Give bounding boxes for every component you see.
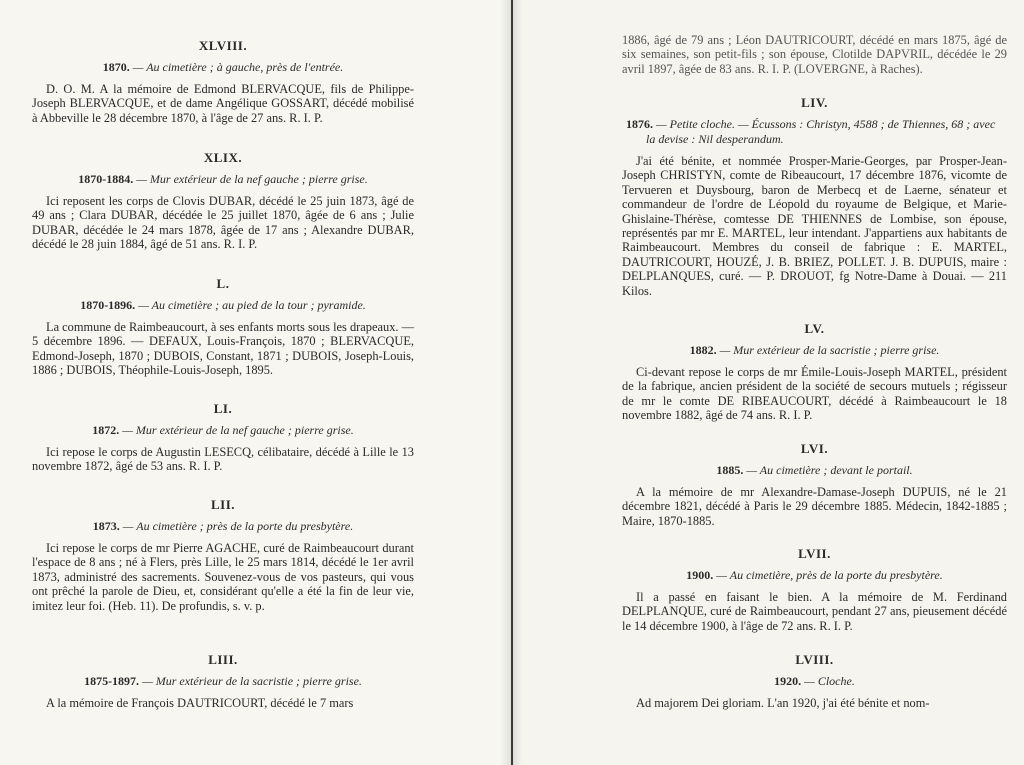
entry-number: LVII. bbox=[798, 546, 831, 561]
entry-lv bbox=[622, 321, 1007, 423]
entry-heading: 1885. — Au cimetière ; devant le portail. bbox=[716, 463, 913, 477]
entry-heading: 1882. — Mur extérieur de la sacristie ; pierre grise. bbox=[689, 343, 940, 357]
right-page bbox=[512, 0, 1024, 765]
entry-number: LI. bbox=[213, 401, 233, 416]
entry-heading: 1870-1884. — Mur extérieur de la nef gauche ; pierre grise. bbox=[78, 172, 368, 186]
entry-text: Ici repose le corps de Augustin LESECQ, célibataire, décédé à Lille le 13 novembre 1872, âgé de 53 ans. R. I. P. bbox=[32, 445, 414, 474]
entry-heading: 1900. — Au cimetière, près de la porte du presbytère. bbox=[686, 568, 943, 582]
continuation-text: 1886, âgé de 79 ans ; Léon DAUTRICOURT, décédé en mars 1875, âgé de six semaines, son petit-fils ; son épouse, Clotilde DAPVRIL, décédée le 29 avril 1897, âgée de 83 ans. R. I. P. (LOVERGNE, à Raches). bbox=[622, 33, 1007, 76]
entry-li bbox=[32, 401, 414, 474]
entry-lvi bbox=[622, 441, 1007, 528]
entry-text: D. O. M. A la mémoire de Edmond BLERVACQUE, fils de Philippe-Joseph BLERVACQUE, et de dame Angélique GOSSART, décédé mobilisé à Abbeville le 28 décembre 1870, à l'âge de 27 ans. R. I. P. bbox=[32, 82, 414, 125]
entry-heading: 1870. — Au cimetière ; à gauche, près de l'entrée. bbox=[102, 60, 344, 74]
entry-text: La commune de Raimbeaucourt, à ses enfants morts sous les drapeaux. — 5 décembre 1896. — DEFAUX, Louis-François, 1870 ; BLERVACQUE, Edmond-Joseph, 1870 ; DUBOIS, Constant, 1871 ; DUBOIS, Joseph-Louis, 1886 ; DUBOIS, Théophile-Louis-Joseph, 1895. bbox=[32, 320, 414, 378]
entry-number: XLVIII. bbox=[198, 38, 248, 53]
entry-liii bbox=[32, 652, 414, 710]
entry-lviii bbox=[622, 652, 1007, 710]
entry-text: Ad majorem Dei gloriam. L'an 1920, j'ai été bénite et nom- bbox=[636, 696, 930, 710]
entry-number: LIV. bbox=[801, 95, 828, 110]
entry-heading: 1873. — Au cimetière ; près de la porte du presbytère. bbox=[92, 519, 354, 533]
entry-l bbox=[32, 276, 414, 378]
entry-text: Il a passé en faisant le bien. A la mémoire de M. Ferdinand DELPLANQUE, curé de Raimbeaucourt, pendant 27 ans, pieusement décédé le 14 décembre 1900, à l'âge de 72 ans. R. I. P. bbox=[622, 590, 1007, 633]
entry-heading: 1875-1897. — Mur extérieur de la sacristie ; pierre grise. bbox=[84, 674, 362, 688]
entry-text: Ci-devant repose le corps de mr Émile-Louis-Joseph MARTEL, président de la fabrique, ancien président de la société de secours mutuels ; régisseur de mr le comte DE RIBEAUCOURT, décédé à Raimbeaucourt le 18 novembre 1882, âgé de 74 ans. R. I. P. bbox=[622, 365, 1007, 423]
entry-number: LVI. bbox=[800, 441, 829, 456]
entry-heading: 1920. — Cloche. bbox=[774, 674, 855, 688]
entry-number: LV. bbox=[804, 321, 825, 336]
entry-text: Ici reposent les corps de Clovis DUBAR, décédé le 25 juin 1873, âgé de 49 ans ; Clara DUBAR, décédée le 25 juillet 1870, âgée de 6 ans ; Julie DUBAR, décédée le 24 mars 1878, âgée de 17 ans ; Alexandre DUBAR, décédé le 28 juin 1884, âgé de 51 ans. R. I. P. bbox=[32, 194, 414, 252]
entry-number: LIII. bbox=[208, 652, 238, 667]
entry-number: LVIII. bbox=[795, 652, 834, 667]
book-gutter bbox=[511, 0, 513, 765]
entry-xlix bbox=[32, 150, 414, 252]
entry-xlviii bbox=[32, 38, 414, 125]
entry-heading: 1870-1896. — Au cimetière ; au pied de la tour ; pyramide. bbox=[80, 298, 366, 312]
entry-text: Ici repose le corps de mr Pierre AGACHE, curé de Raimbeaucourt durant l'espace de 8 ans ; né à Flers, près Lille, le 25 mars 1814, décédé le 1er avril 1873, administré des sacrements. Souvenez-vous de vos pasteurs, qui vous ont prêché la parole de Dieu, et, considérant qu'elle a été la fin de leur vie, imitez leur foi. (Heb. 11). De profundis, s. v. p. bbox=[32, 541, 414, 613]
entry-heading: 1876. — Petite cloche. — Écussons : Christyn, 4588 ; de Thiennes, 68 ; avec la devise : Nil desperandum. bbox=[626, 117, 996, 146]
entry-number: L. bbox=[216, 276, 230, 291]
entry-lii bbox=[32, 497, 414, 613]
entry-heading: 1872. — Mur extérieur de la nef gauche ; pierre grise. bbox=[92, 423, 354, 437]
entry-number: LII. bbox=[210, 497, 236, 512]
entry-text: J'ai été bénite, et nommée Prosper-Marie-Georges, par Prosper-Jean-Joseph CHRISTYN, comte de Ribeaucourt, 17 décembre 1876, vicomte de Tervueren et Duysbourg, baron de Merbecq et de Laerne, sénateur et commandeur de l'ordre de Léopold du royaume de Belgique, et Marie-Ghislaine-Thérèse, comtesse DE THIENNES de Lombise, son épouse, représentés par mr E. MARTEL, leur intendant. J'appartiens aux habitants de Raimbeaucourt. Membres du conseil de fabrique : E. MARTEL, DAUTRICOURT, HOUZÉ, J. B. BRIEZ, POLLET. J. B. DUPUIS, maire : DELPLANQUES, curé. — P. DROUOT, fg Notre-Dame à Douai. — 211 Kilos. bbox=[622, 154, 1007, 298]
entry-text: A la mémoire de mr Alexandre-Damase-Joseph DUPUIS, né le 21 décembre 1821, décédé à Paris le 29 décembre 1885. Médecin, 1842-1885 ; Maire, 1870-1885. bbox=[622, 485, 1007, 528]
entry-lvii bbox=[622, 546, 1007, 633]
entry-number: XLIX. bbox=[203, 150, 243, 165]
entry-text: A la mémoire de François DAUTRICOURT, décédé le 7 mars bbox=[46, 696, 354, 710]
entry-liv bbox=[622, 95, 1007, 298]
